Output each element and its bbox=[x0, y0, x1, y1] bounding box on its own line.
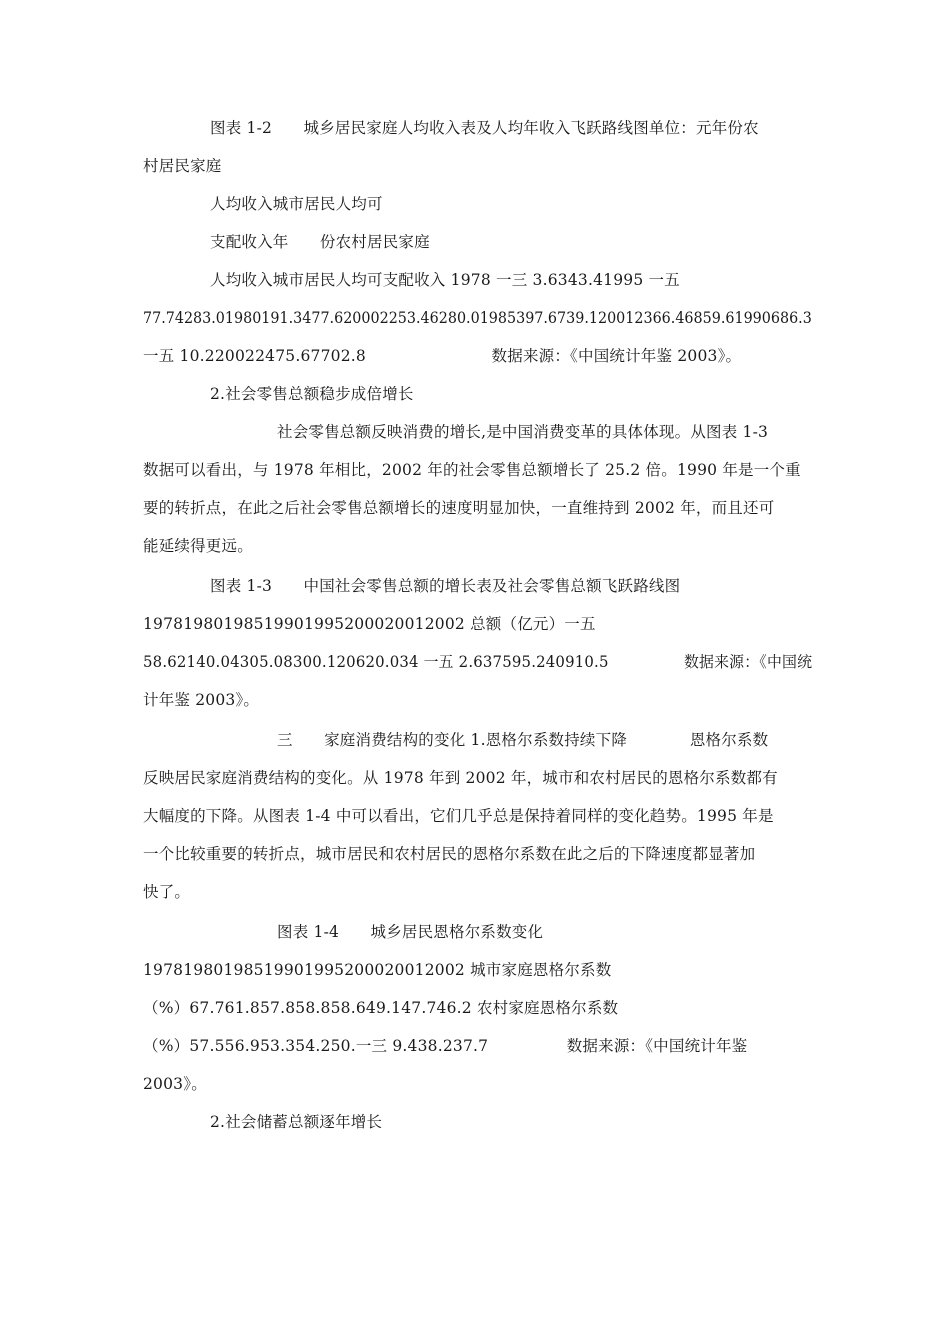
table-1-4-urban-row: （%）67.761.857.858.858.649.147.746.2 农村家庭恩格尔系数 bbox=[143, 999, 619, 1017]
figure-1-3-caption: 图表 1-3 中国社会零售总额的增长表及社会零售总额飞跃路线图 bbox=[210, 577, 681, 595]
figure-1-2-caption-cont: 村居民家庭 bbox=[143, 157, 222, 175]
paragraph-engel-line-1: 反映居民家庭消费结构的变化。从 1978 年到 2002 年，城市和农村居民的恩格尔系数都有 bbox=[143, 769, 778, 787]
table-1-3-data: 58.62140.04305.08300.120620.034 一五 2.637595.240910.5 数据来源：《中国统 bbox=[143, 653, 813, 671]
table-1-2-header-1: 人均收入城市居民人均可 bbox=[210, 195, 383, 213]
table-1-4-rural-row: （%）57.556.953.354.250.一三 9.438.237.7 数据来源：《中国统计年鉴 bbox=[143, 1037, 748, 1055]
table-1-4-data-source-cont: 2003》。 bbox=[143, 1075, 207, 1093]
section-heading-savings: 2.社会储蓄总额逐年增长 bbox=[210, 1113, 383, 1131]
table-1-2-header-2: 支配收入年 份农村居民家庭 bbox=[210, 233, 430, 251]
paragraph-retail-line-2: 数据可以看出，与 1978 年相比，2002 年的社会零售总额增长了 25.2 倍。1990 年是一个重 bbox=[143, 461, 801, 479]
table-1-2-data-source: 一五 10.220022475.67702.8 数据来源：《中国统计年鉴 2003》。 bbox=[143, 347, 742, 365]
table-1-3-header: 19781980198519901995200020012002 总额（亿元）一五 bbox=[143, 615, 596, 633]
paragraph-retail-line-3: 要的转折点，在此之后社会零售总额增长的速度明显加快，一直维持到 2002 年，而且还可 bbox=[143, 499, 775, 517]
table-1-2-data-2: 77.74283.01980191.3477.620002253.46280.01985397.6739.120012366.46859.61990686.3 bbox=[143, 309, 812, 327]
figure-1-4-caption: 图表 1-4 城乡居民恩格尔系数变化 bbox=[277, 923, 544, 941]
paragraph-engel-line-3: 一个比较重要的转折点，城市居民和农村居民的恩格尔系数在此之后的下降速度都显著加 bbox=[143, 845, 756, 863]
table-1-3-data-source-cont: 计年鉴 2003》。 bbox=[143, 691, 260, 709]
paragraph-engel-line-2: 大幅度的下降。从图表 1-4 中可以看出，它们几乎总是保持着同样的变化趋势。1995 年是 bbox=[143, 807, 774, 825]
paragraph-retail-line-4: 能延续得更远。 bbox=[143, 537, 253, 555]
section-heading-consumption-structure: 三 家庭消费结构的变化 1.恩格尔系数持续下降 恩格尔系数 bbox=[277, 731, 769, 749]
table-1-2-data-1: 人均收入城市居民人均可支配收入 1978 一三 3.6343.41995 一五 bbox=[210, 271, 680, 289]
paragraph-engel-line-4: 快了。 bbox=[143, 883, 191, 901]
section-heading-retail: 2.社会零售总额稳步成倍增长 bbox=[210, 385, 414, 403]
paragraph-retail-line-1: 社会零售总额反映消费的增长,是中国消费变革的具体体现。从图表 1-3 bbox=[277, 423, 769, 441]
table-1-4-header: 19781980198519901995200020012002 城市家庭恩格尔系数 bbox=[143, 961, 612, 979]
figure-1-2-caption: 图表 1-2 城乡居民家庭人均收入表及人均年收入飞跃路线图单位：元年份农 bbox=[210, 119, 759, 137]
